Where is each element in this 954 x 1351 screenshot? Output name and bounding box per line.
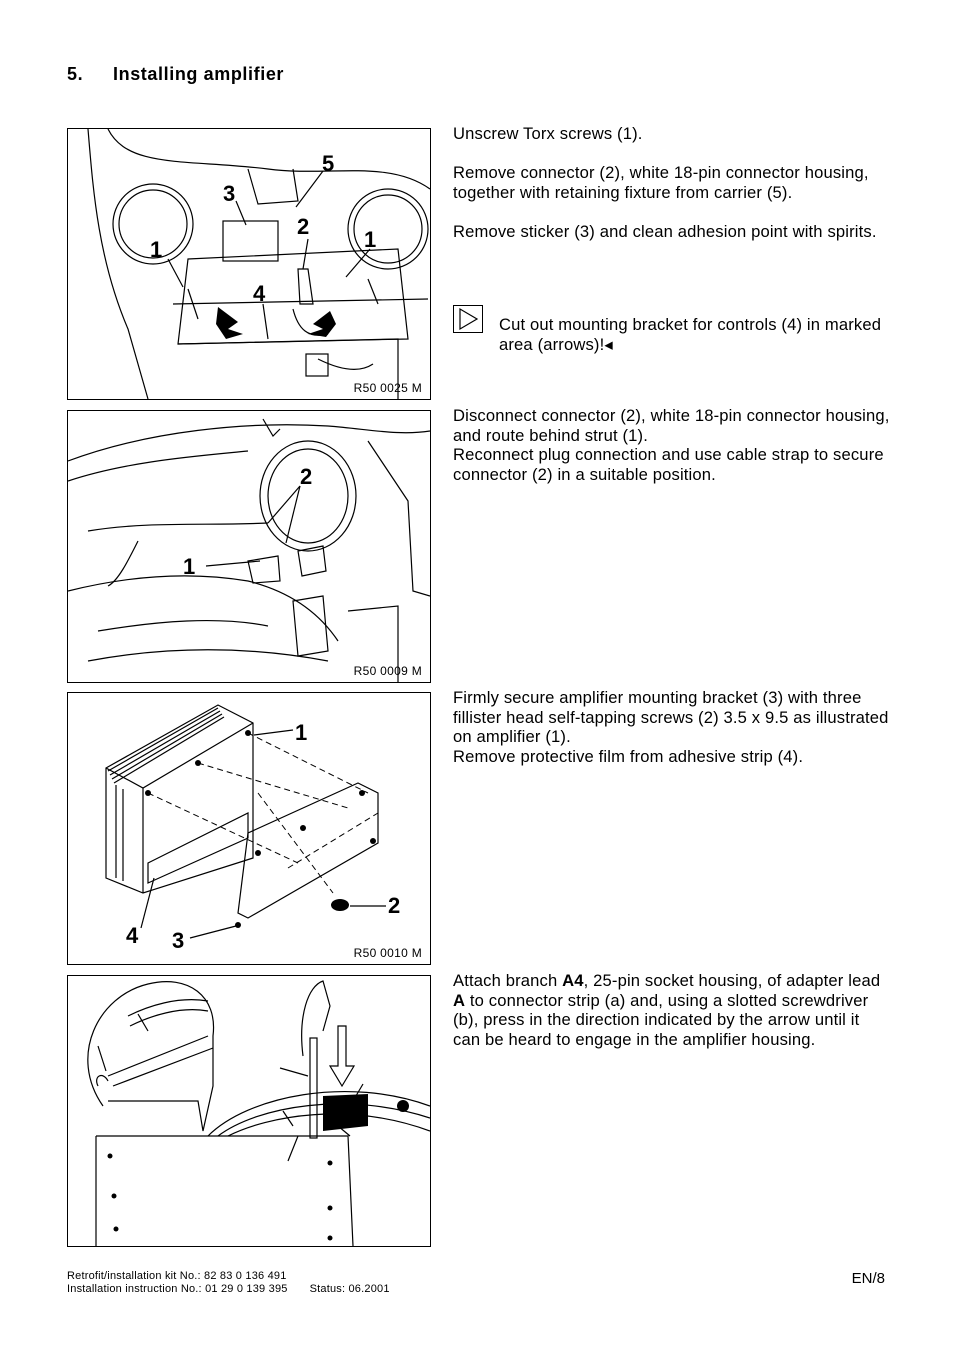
text-run: , 25-pin socket housing, of adapter lead: [583, 971, 881, 990]
instruction-step-1: [453, 124, 893, 261]
instruction-step-2: [453, 406, 893, 484]
callout-1a: 1: [150, 237, 163, 262]
figure-reference: R50 0009 M: [353, 664, 422, 678]
note-body: Cut out mounting bracket for controls (4) in marked area (arrows)!: [499, 315, 882, 354]
text-run: Attach branch: [453, 971, 563, 990]
callout-1: 1: [183, 554, 196, 579]
paragraph: Reconnect plug connection and use cable strap to secure connector (2) in a suitable position.: [453, 445, 884, 484]
section-heading: [67, 64, 284, 85]
bold-term: A: [453, 990, 466, 1010]
callout-3: 3: [172, 928, 185, 953]
paragraph: [453, 971, 888, 1049]
callout-2: 2: [297, 214, 310, 239]
figure-amplifier-bracket: [67, 692, 431, 965]
paragraph: Disconnect connector (2), white 18-pin connector housing, and route behind strut (1).: [453, 406, 890, 445]
callout-4: 4: [126, 923, 139, 948]
figure-reference: R50 0025 M: [353, 381, 422, 395]
footer: [67, 1270, 390, 1295]
figure-dashboard-connector: [67, 128, 431, 400]
callout-2: 2: [388, 893, 401, 918]
callout-1b: 1: [364, 227, 377, 252]
instruction-number: Installation instruction No.: 01 29 0 139 395: [67, 1282, 288, 1295]
paragraph: Remove protective film from adhesive strip (4).: [453, 746, 804, 766]
note-play-icon: [453, 305, 483, 333]
figure-4-illustration: [68, 976, 430, 1246]
paragraph: Remove connector (2), white 18-pin connector housing, together with retaining fixture from carrier (5).: [453, 163, 869, 202]
paragraph: Remove sticker (3) and clean adhesion point with spirits.: [453, 221, 877, 241]
kit-number: Retrofit/installation kit No.: 82 83 0 136 491: [67, 1270, 287, 1282]
section-title: Installing amplifier: [113, 64, 285, 84]
page-number: EN/8: [851, 1270, 885, 1287]
figure-3-illustration: [68, 693, 430, 964]
text-run: to connector strip (a) and, using a slotted screwdriver (b), press in the direction indicated by the arrow until it can be heard to engage in the amplifier housing.: [453, 990, 869, 1049]
figure-1-illustration: [68, 129, 430, 399]
paragraph: Unscrew Torx screws (1).: [453, 124, 643, 143]
note-text: [499, 315, 893, 354]
callout-2: 2: [300, 464, 313, 489]
instruction-step-4: [453, 971, 888, 1049]
section-number: 5.: [67, 64, 84, 84]
figure-socket-housing: [67, 975, 431, 1247]
figure-reference: R50 0010 M: [353, 946, 422, 960]
callout-3: 3: [223, 181, 236, 206]
callout-1: 1: [295, 720, 308, 745]
figure-connector-routing: [67, 410, 431, 683]
end-marker-icon: ◂: [604, 334, 613, 354]
paragraph: Firmly secure amplifier mounting bracket (3) with three fillister head self-tapping screws (2) 3.5 x 9.5 as illustrated on amplifier (1).: [453, 688, 889, 746]
instruction-step-3: [453, 688, 893, 766]
callout-5: 5: [322, 151, 335, 176]
figure-2-illustration: [68, 411, 430, 682]
status: Status: 06.2001: [309, 1282, 390, 1295]
callout-4: 4: [253, 281, 266, 306]
bold-term: A4: [562, 971, 584, 990]
